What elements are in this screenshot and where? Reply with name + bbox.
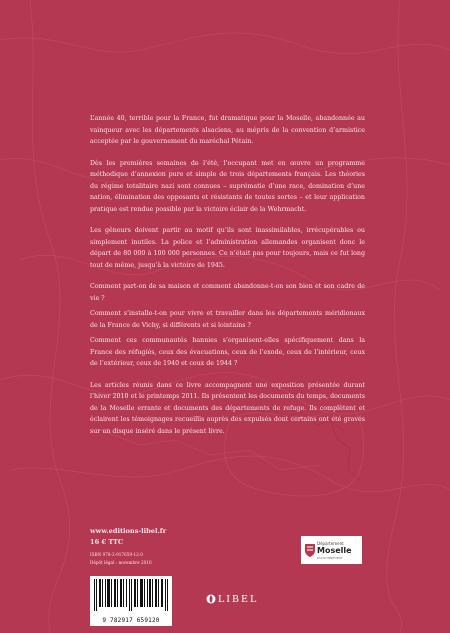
legal-deposit: Dépôt légal : novembre 2010 <box>90 560 152 565</box>
publication-info <box>90 527 230 567</box>
question-leaving: Comment part-on de sa maison et comment abandonne-t-on son bien et son cadre de vie ? <box>90 283 365 302</box>
isbn-barcode <box>90 576 172 626</box>
paragraph-annexation: Dès les premières semaines de l’été, l’occupant met en œuvre un programme méthodique d’annexion pure et simple de trois départements français. Les théories du régime totalitaire nazi sont connues – suprématie d’une race, domination d’une nation, élimination des opposants et résistants de toutes sortes – et leur application pratique est rendue possible par la victoire éclair de la Wehrmacht. <box>90 159 365 213</box>
barcode-number: 9 782917 659120 <box>102 617 160 624</box>
paragraph-intro: L’année 40, terrible pour la France, fut dramatique pour la Moselle, abandonnée au vainqueur avec les départements alsaciens, au mépris de la convention d’armistice acceptée par le gouvernement du maréchal Pétain. <box>90 115 365 145</box>
paragraph-exhibition: Les articles réunis dans ce livre accompagnent une exposition présentée durant l’hiver 2010 et le printemps 2011. Ils présentent les documents du temps, documents de la Moselle errante et documents des départements de refuge. Ils complètent et éclairent les témoignages recueillis auprès des expulsés dont certains ont été gravés sur un disque inséré dans le présent livre. <box>90 381 365 435</box>
back-cover-text <box>90 113 365 447</box>
paragraph-expulsion: Les gêneurs doivent partir au motif qu’ils sont inassimilables, irrécupérables ou simplement inutiles. La police et l’administration allemandes organisent donc le départ de 80 000 à 100 000 personnes. Ce n’était pas pour toujours, mais ce fut long tout de même, jusqu’à la victoire de 1945. <box>90 227 365 269</box>
question-settling: Comment s’installe-t-on pour vivre et travailler dans les départements méridionaux de la France de Vichy, si différents et si lointains ? <box>90 310 365 329</box>
department-tagline: PASSIONNÉMENT <box>317 556 343 560</box>
question-communities: Comment ces communautés bannies s’organisent-elles spécifiquement dans la France des réfugiés, ceux des évacuations, ceux de l’exode, ceux de l’intérieur, ceux de l’extérieur, ceux de 1940 et ceux de 1944 ? <box>90 337 365 367</box>
barcode-icon <box>94 579 168 611</box>
libel-logo-icon <box>206 592 216 606</box>
publisher-website[interactable]: www.editions-libel.fr <box>90 527 167 535</box>
moselle-emblem-icon <box>304 542 316 558</box>
moselle-department-logo <box>301 536 362 564</box>
department-name: Moselle <box>317 546 352 555</box>
isbn: ISBN 978-2-917659-12-0 <box>90 552 143 557</box>
department-label: Département <box>317 541 344 546</box>
publisher-logo: LIBEL <box>218 594 259 605</box>
price: 16 € TTC <box>90 538 124 546</box>
